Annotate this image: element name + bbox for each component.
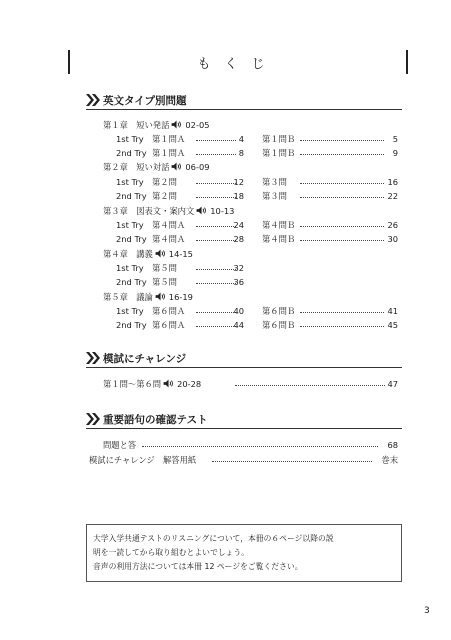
- speaker-icon: [196, 206, 208, 215]
- dot-leader: [300, 312, 384, 313]
- note-line: 明を一読してから取り組むとよいでしょう。: [93, 548, 249, 557]
- track-range: 10-13: [210, 206, 235, 216]
- page-ref: 36: [233, 277, 244, 287]
- mock-test-label: 第１問～第６問 20-28: [103, 379, 202, 389]
- question-label: 第３問: [262, 191, 287, 201]
- try-label: 1st Try: [116, 220, 144, 230]
- vocab-row[interactable]: [0, 455, 451, 466]
- section-header: [86, 350, 402, 368]
- page-ref: 44: [233, 320, 244, 330]
- try-label: 2nd Try: [116, 234, 147, 244]
- question-label: 第６問Ａ: [152, 306, 186, 316]
- toc-row[interactable]: [0, 177, 451, 188]
- toc-row[interactable]: [0, 191, 451, 202]
- speaker-icon: [171, 162, 183, 171]
- page-ref: 41: [387, 306, 398, 316]
- dot-leader: [300, 326, 384, 327]
- dot-leader: [212, 461, 372, 462]
- page-ref: 4: [238, 134, 244, 144]
- question-label: 第６問Ａ: [152, 320, 186, 330]
- question-label: 第３問: [262, 177, 287, 187]
- track-range: 20-28: [177, 379, 202, 389]
- question-label: 第４問Ａ: [152, 220, 186, 230]
- question-label: 第４問Ｂ: [262, 220, 296, 230]
- page-ref: 45: [387, 320, 398, 330]
- page-ref: 30: [387, 234, 398, 244]
- page-ref: 22: [387, 191, 398, 201]
- toc-row[interactable]: [0, 277, 451, 288]
- dot-leader: [300, 240, 384, 241]
- section-label: 模試にチャレンジ: [103, 353, 187, 365]
- note-box: [86, 524, 402, 582]
- try-label: 1st Try: [116, 177, 144, 187]
- try-label: 2nd Try: [116, 191, 147, 201]
- double-chevron-icon: [86, 352, 100, 364]
- speaker-icon: [155, 249, 167, 258]
- page-ref: 5: [392, 134, 398, 144]
- dot-leader: [300, 183, 384, 184]
- page-ref: 26: [387, 220, 398, 230]
- section-label: 重要語句の確認テスト: [103, 414, 208, 426]
- dot-leader: [300, 140, 384, 141]
- vocab-row[interactable]: [0, 440, 451, 451]
- page-ref: 18: [233, 191, 244, 201]
- question-label: 第４問Ａ: [152, 234, 186, 244]
- toc-row[interactable]: [0, 306, 451, 317]
- dot-leader: [300, 226, 384, 227]
- question-label: 第４問Ｂ: [262, 234, 296, 244]
- section-header: [86, 92, 402, 110]
- try-label: 1st Try: [116, 134, 144, 144]
- toc-row[interactable]: [0, 134, 451, 145]
- page-ref: 巻末: [381, 455, 398, 465]
- page-ref: 12: [233, 177, 244, 187]
- toc-row[interactable]: [0, 320, 451, 331]
- try-label: 2nd Try: [116, 277, 147, 287]
- double-chevron-icon: [86, 413, 100, 425]
- track-range: 14-15: [168, 249, 193, 259]
- note-line: 大学入学共通テストのリスニングについて，本冊の６ページ以降の説: [93, 534, 334, 543]
- question-label: 第２問: [152, 177, 177, 187]
- question-label: 第５問: [152, 263, 177, 273]
- chapter-name: 第３章 図表文・案内文: [103, 206, 195, 216]
- question-label: 第１問Ｂ: [262, 148, 296, 158]
- chapter-name: 第５章 議論: [103, 292, 153, 302]
- question-label: 第５問: [152, 277, 177, 287]
- try-label: 1st Try: [116, 306, 144, 316]
- double-chevron-icon: [86, 94, 100, 106]
- page-ref: 40: [233, 306, 244, 316]
- toc-row[interactable]: [0, 263, 451, 274]
- try-label: 2nd Try: [116, 320, 147, 330]
- chapter-name: 第２章 短い対話: [103, 162, 170, 172]
- speaker-icon: [155, 292, 167, 301]
- question-label: 第１問Ａ: [152, 148, 186, 158]
- page-ref: 8: [238, 148, 244, 158]
- chapter-heading[interactable]: [103, 120, 210, 130]
- mock-test-row[interactable]: [0, 379, 451, 390]
- chapter-name: 第１章 短い発話: [103, 120, 170, 130]
- question-label: 第６問Ｂ: [262, 306, 296, 316]
- toc-row[interactable]: [0, 220, 451, 231]
- speaker-icon: [163, 379, 175, 388]
- page-ref: 16: [387, 177, 398, 187]
- page-ref: 32: [233, 263, 244, 273]
- track-range: 06-09: [185, 162, 210, 172]
- dot-leader: [300, 197, 384, 198]
- toc-row[interactable]: [0, 148, 451, 159]
- track-range: 16-19: [168, 292, 193, 302]
- chapter-heading[interactable]: [103, 292, 193, 302]
- toc-row[interactable]: [0, 234, 451, 245]
- section-label: 英文タイプ別問題: [103, 95, 187, 107]
- page-ref: 9: [392, 148, 398, 158]
- note-line: 音声の利用方法については本冊 12 ページをご覧ください。: [93, 562, 303, 571]
- chapter-heading[interactable]: [103, 162, 210, 172]
- chapter-heading[interactable]: [103, 206, 234, 216]
- question-label: 第２問: [152, 191, 177, 201]
- track-range: 02-05: [185, 120, 210, 130]
- try-label: 1st Try: [116, 263, 144, 273]
- dot-leader: [142, 446, 378, 447]
- try-label: 2nd Try: [116, 148, 147, 158]
- page-number: 3: [424, 606, 430, 616]
- page-ref: 68: [387, 440, 398, 450]
- page-ref: 47: [387, 379, 398, 389]
- question-label: 第１問Ｂ: [262, 134, 296, 144]
- chapter-name: 第４章 講義: [103, 249, 153, 259]
- page-title: もくじ: [197, 57, 279, 72]
- dot-leader: [300, 154, 384, 155]
- section-header: [86, 411, 402, 429]
- speaker-icon: [171, 120, 183, 129]
- page-ref: 28: [233, 234, 244, 244]
- vocab-label: 問題と答: [103, 440, 137, 450]
- vocab-label: 模試にチャレンジ 解答用紙: [89, 455, 197, 465]
- toc-title-bar: [68, 50, 408, 74]
- chapter-heading[interactable]: [103, 249, 193, 259]
- question-label: 第１問Ａ: [152, 134, 186, 144]
- page-ref: 24: [233, 220, 244, 230]
- question-label: 第６問Ｂ: [262, 320, 296, 330]
